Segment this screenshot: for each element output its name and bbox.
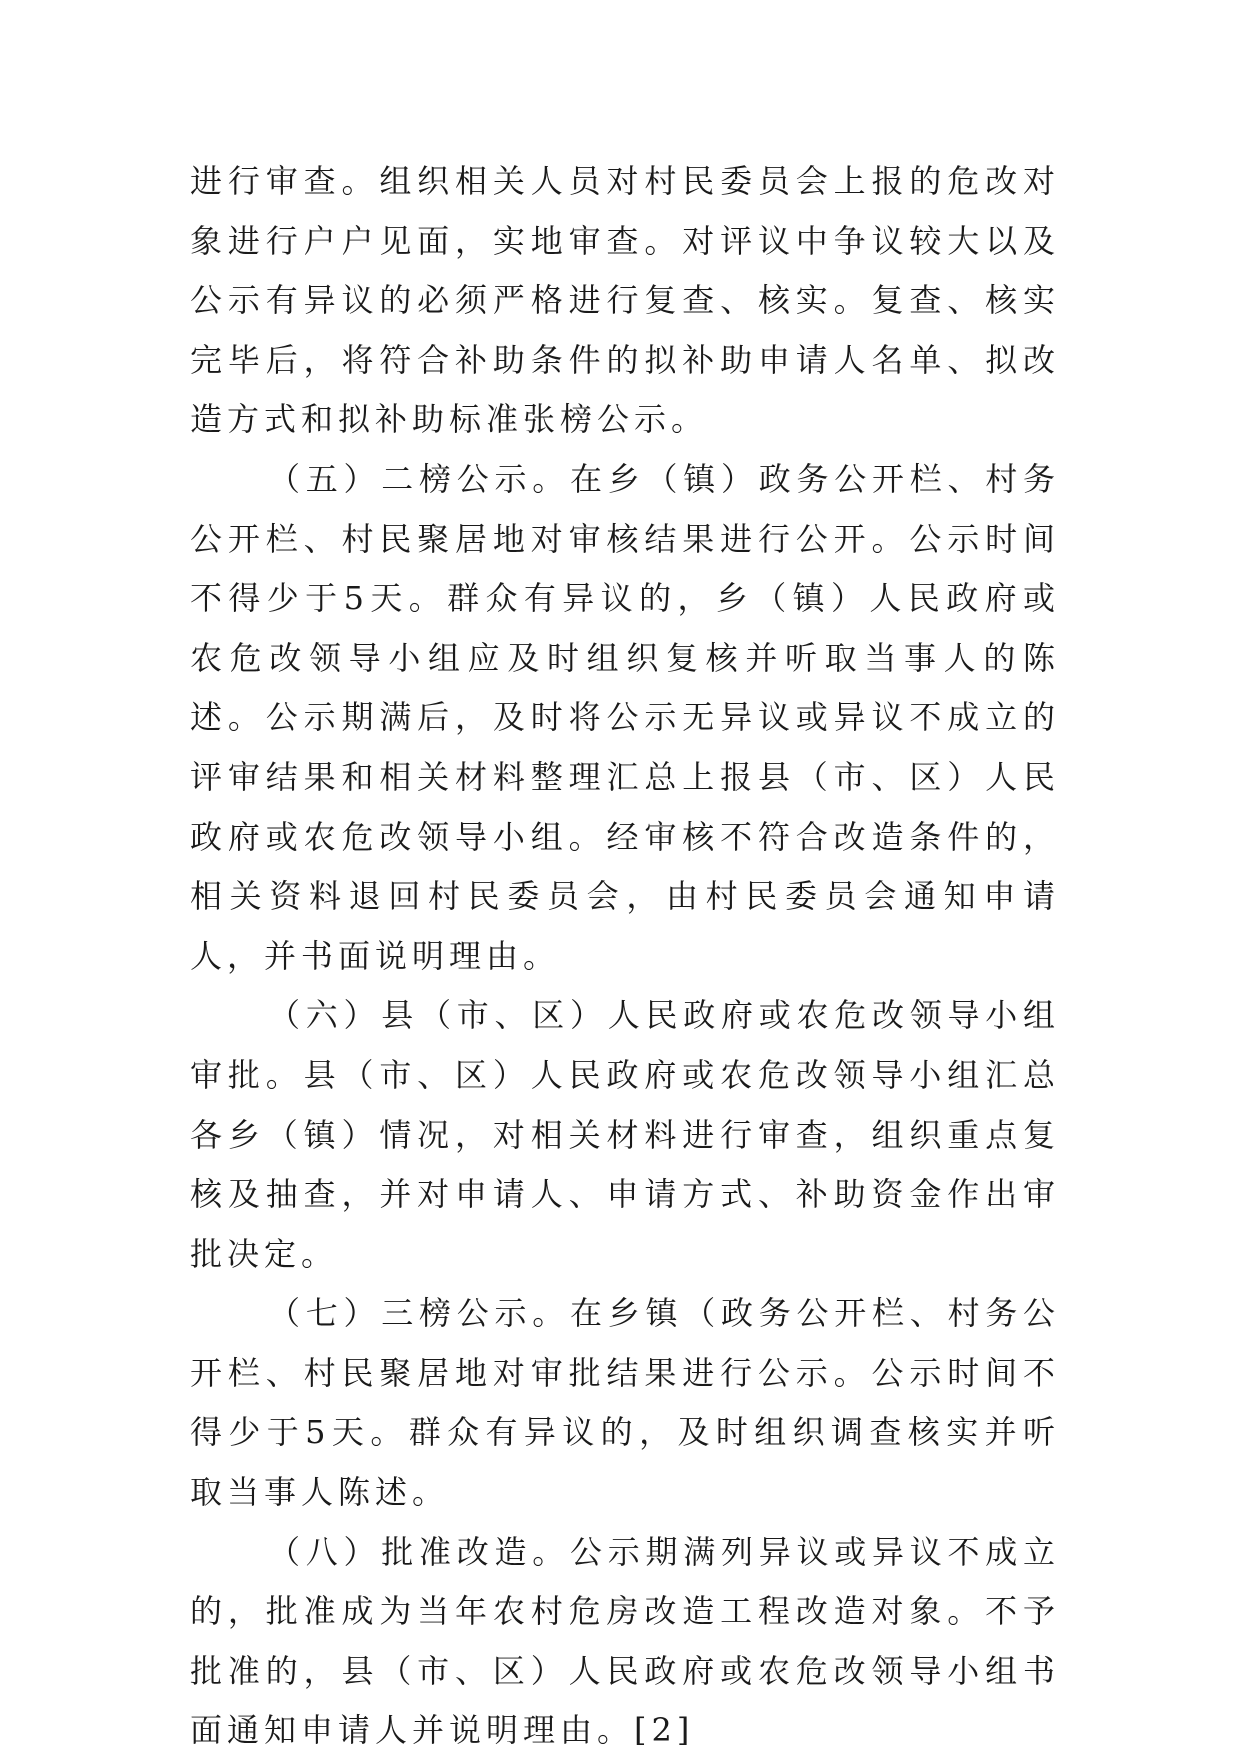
document-body <box>190 152 1060 1761</box>
paragraph-3: （六）县（市、区）人民政府或农危改领导小组审批。县（市、区）人民政府或农危改领导小组汇总各乡（镇）情况，对相关材料进行审查，组织重点复核及抽查，并对申请人、申请方式、补助资金作出审批决定。 <box>190 996 1060 1273</box>
paragraph-4: （七）三榜公示。在乡镇（政务公开栏、村务公开栏、村民聚居地对审批结果进行公示。公示时间不得少于5天。群众有异议的，及时组织调查核实并听取当事人陈述。 <box>190 1294 1060 1512</box>
paragraph-5: （八）批准改造。公示期满列异议或异议不成立的，批准成为当年农村危房改造工程改造对象。不予批准的，县（市、区）人民政府或农危改领导小组书面通知申请人并说明理由。[2] <box>190 1532 1060 1750</box>
paragraph-1: 进行审查。组织相关人员对村民委员会上报的危改对象进行户户见面，实地审查。对评议中争议较大以及公示有异议的必须严格进行复查、核实。复查、核实完毕后，将符合补助条件的拟补助申请人名单、拟改造方式和拟补助标准张榜公示。 <box>190 162 1060 439</box>
paragraph-2: （五）二榜公示。在乡（镇）政务公开栏、村务公开栏、村民聚居地对审核结果进行公开。公示时间不得少于5天。群众有异议的，乡（镇）人民政府或农危改领导小组应及时组织复核并听取当事人的陈述。公示期满后，及时将公示无异议或异议不成立的评审结果和相关材料整理汇总上报县（市、区）人民政府或农危改领导小组。经审核不符合改造条件的，相关资料退回村民委员会，由村民委员会通知申请人，并书面说明理由。 <box>190 459 1060 975</box>
